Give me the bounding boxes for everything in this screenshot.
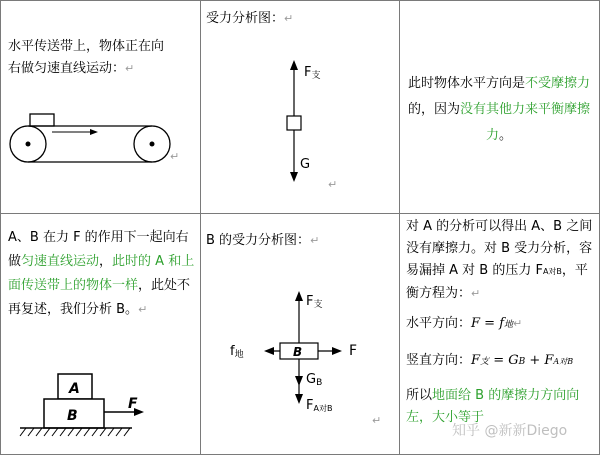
row1-left-text-line2: 右做匀速直线运动： bbox=[8, 61, 126, 76]
vertical-eq-2-sub: B bbox=[518, 357, 526, 367]
return-mark: ↵ bbox=[125, 62, 135, 75]
return-mark: ↵ bbox=[328, 178, 338, 191]
row2-left-highlight-2: 此时的 A 和上面传送带上的物体一样 bbox=[8, 254, 195, 293]
horizontal-equation-sub: 地 bbox=[504, 320, 514, 330]
conclusion-highlight: 地面给 B 的摩擦力方向向左，大小等于 bbox=[406, 388, 580, 425]
b-applied-arrowhead bbox=[332, 347, 342, 355]
return-mark: ↵ bbox=[372, 414, 382, 427]
return-mark: ↵ bbox=[471, 287, 481, 300]
row1-right-highlight-2: 没有其他力来平衡摩擦力 bbox=[460, 102, 591, 143]
label-b-gravity: GB bbox=[306, 372, 323, 388]
blocks-diagram bbox=[12, 368, 192, 448]
support-force-arrowhead bbox=[290, 60, 298, 70]
label-b-applied: F bbox=[349, 343, 358, 359]
row1-left-cell bbox=[8, 36, 196, 80]
vertical-eq-3-sub: A对B bbox=[553, 357, 574, 366]
return-mark: ↵ bbox=[513, 317, 523, 330]
row1-mid-title: 受力分析图： bbox=[206, 11, 285, 26]
row2-mid-title: B 的受力分析图： bbox=[206, 233, 311, 248]
return-mark: ↵ bbox=[310, 234, 320, 247]
roller-right-axle bbox=[150, 142, 155, 147]
table-border-left bbox=[0, 0, 1, 455]
row2-left-highlight-1: 匀速直线运动 bbox=[21, 254, 100, 269]
row2-left-cell bbox=[8, 226, 196, 322]
b-box-label: B bbox=[293, 345, 303, 359]
table-col-divider-1 bbox=[200, 0, 201, 455]
row2-right-cell bbox=[406, 216, 594, 429]
horizontal-equation: F = f bbox=[471, 316, 505, 331]
row1-right-highlight-1: 不受摩擦力 bbox=[525, 76, 591, 91]
row1-right-text-2: 的，因为 bbox=[407, 102, 460, 117]
vertical-eq-1: F bbox=[471, 353, 481, 368]
row1-force-diagram bbox=[260, 52, 350, 192]
row2-right-text-end: ，平衡方程为： bbox=[406, 263, 588, 301]
conveyor-motion-arrowhead bbox=[90, 129, 98, 135]
row1-right-text-1: 此时物体水平方向是 bbox=[407, 76, 525, 91]
conclusion-text: 所以 bbox=[406, 388, 433, 403]
b-friction-arrowhead bbox=[264, 347, 274, 355]
block-b-label: B bbox=[67, 408, 78, 424]
return-mark: ↵ bbox=[284, 12, 294, 25]
gravity-arrowhead bbox=[290, 172, 298, 182]
vertical-label: 竖直方向： bbox=[406, 353, 472, 368]
horizontal-label: 水平方向： bbox=[406, 316, 472, 331]
zhihu-watermark: 知乎 @新新Diego bbox=[452, 423, 568, 439]
row2-right-text-1: 对 A 的分析可以得出 A、B 之间没有摩擦力。对 B 受力分析，容易漏掉 A 对 B 的压力 F bbox=[406, 219, 593, 278]
table-col-divider-2 bbox=[399, 0, 400, 455]
roller-left-axle bbox=[26, 142, 31, 147]
row2-left-text-3: ，此处不再复述，我们分析 B。 bbox=[8, 278, 191, 317]
label-b-friction: f地 bbox=[230, 344, 244, 360]
vertical-eq-1-sub: 支 bbox=[480, 357, 490, 367]
row1-right-text-3: 。 bbox=[499, 128, 513, 143]
conveyor-object bbox=[30, 114, 54, 126]
ground-hatch bbox=[20, 428, 130, 436]
b-pressure-arrowhead bbox=[295, 394, 303, 404]
row2-left-text-2: ， bbox=[99, 254, 113, 269]
label-gravity: G bbox=[300, 157, 311, 172]
row2-mid-cell bbox=[206, 230, 396, 252]
return-mark: ↵ bbox=[170, 150, 180, 163]
row1-right-cell bbox=[406, 71, 592, 149]
conveyor-belt-diagram bbox=[6, 108, 196, 174]
block-a-label: A bbox=[69, 381, 80, 397]
vertical-eq-2: = G bbox=[489, 353, 519, 368]
row1-mid-cell bbox=[206, 8, 396, 30]
label-b-support: F支 bbox=[306, 294, 323, 310]
object-box bbox=[287, 116, 301, 130]
b-support-arrowhead bbox=[295, 291, 303, 301]
row2-left-text-1: A、B 在力 F 的作用下一起向右做 bbox=[8, 230, 189, 269]
return-mark: ↵ bbox=[138, 303, 148, 316]
applied-force-label: F bbox=[128, 396, 138, 412]
row2-force-diagram bbox=[222, 285, 372, 415]
row1-left-text-line1: 水平传送带上，物体正在向 bbox=[8, 39, 165, 54]
table-row-divider bbox=[0, 213, 600, 214]
label-support-force: F支 bbox=[304, 65, 321, 81]
table-border-top bbox=[0, 0, 600, 1]
vertical-eq-3: + F bbox=[525, 353, 554, 368]
row2-right-sub: A对B bbox=[542, 267, 562, 276]
label-b-pressure: FA对B bbox=[306, 398, 333, 413]
